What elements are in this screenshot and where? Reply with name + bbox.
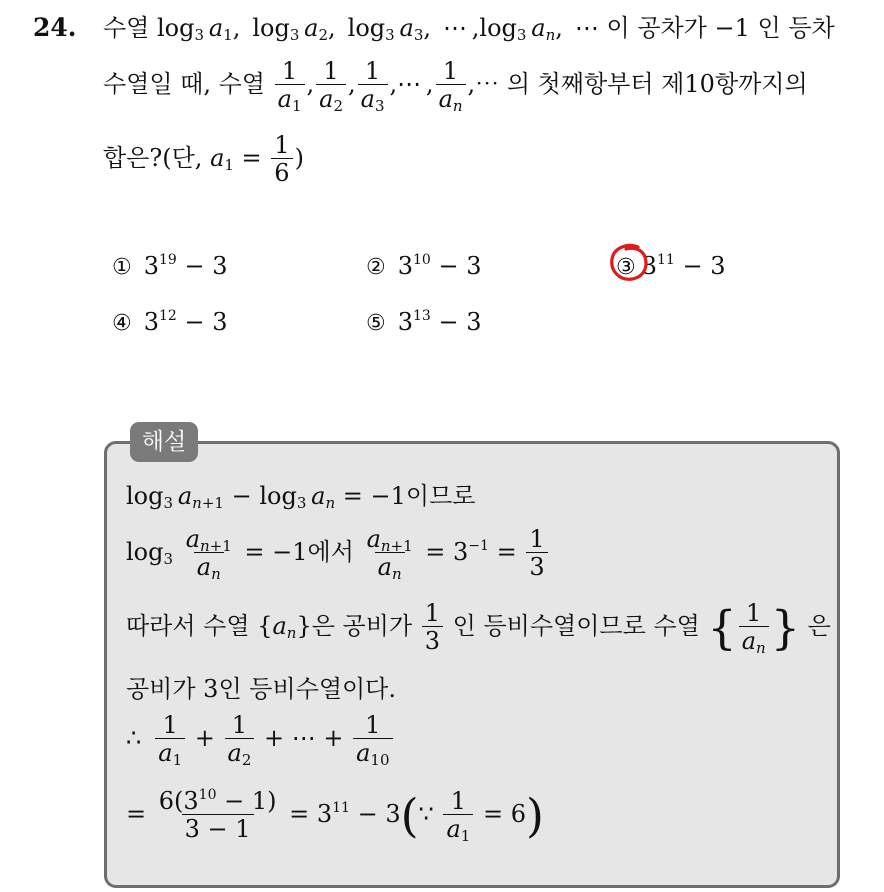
choice-1[interactable]: ① $3^{19} - 3$: [112, 252, 228, 280]
solution-line-6: = $\frac{6(3^{10} - 1)}{3 - 1}$ = $3^{11}$ − 3(∵ $\frac{1}{a_1}$ = 6): [126, 787, 544, 845]
question-number: 24.: [33, 13, 77, 42]
question-line-3: 합은?(단, $a_1$ = $\frac{1}{6}$ ): [103, 131, 304, 187]
choice-mark: ④: [112, 311, 132, 336]
solution-line-5: ∴ $\frac{1}{a_1}$ + $\frac{1}{a_2}$ + ⋯ + $\frac{1}{a_{10}}$: [126, 712, 395, 767]
question-line-2: 수열일 때, 수열 $\frac{1}{a_1}$ , $\frac{1}{a_2}$ , $\frac{1}{a_3}$ ,⋯ , $\frac{1}{a_n}$ ,⋯ 의 첫째항부터 제10항까지의: [103, 57, 808, 115]
common-difference: −1: [714, 14, 750, 42]
solution-line-2: $\log_3$ $\frac{a_{n+1}}{a_n}$ = −1에서 $\frac{a_{n+1}}{a_n}$ = $3^{-1}$ = $\frac{1}{3}$: [126, 526, 550, 581]
question-text: 합은?(단,: [103, 144, 203, 172]
choice-mark: ⑤: [366, 311, 386, 336]
solution-tag: 해설: [130, 422, 198, 462]
choice-3[interactable]: ③ $3^{11} - 3$: [616, 252, 726, 280]
choice-4[interactable]: ④ $3^{12} - 3$: [112, 308, 228, 336]
selected-answer-circle: [608, 243, 650, 283]
a1-numerator: 1: [274, 131, 290, 159]
question-text: ): [294, 144, 304, 172]
choice-mark: ②: [366, 255, 386, 280]
choice-mark: ①: [112, 255, 132, 280]
solution-line-1: $\log_3 a_{n+1} - \log_3 a_n = -1$이므로: [126, 482, 476, 512]
question-text: 이 공차가: [606, 14, 707, 42]
question-text: 수열일 때, 수열: [103, 70, 265, 98]
question-line-1: 수열 $\log_3 a_1$, $\log_3 a_2$, $\log_3 a_3$, ⋯ $,\log_3$ $a_n$, ⋯ 이 공차가 −1 인 등차: [103, 14, 835, 44]
a1-denominator: 6: [271, 158, 292, 187]
solution-line-4: 공비가 3인 등비수열이다.: [126, 675, 396, 703]
solution-line-3: 따라서 수열 $\{a_n\}$은 공비가 $\frac{1}{3}$ 인 등비수열이므로 수열 { $\frac{1}{a_n}$ } 은: [126, 599, 831, 657]
question-text: 의 첫째항부터 제10항까지의: [506, 70, 808, 98]
choice-2[interactable]: ② $3^{10} - 3$: [366, 252, 482, 280]
question-text: 인 등차: [757, 14, 835, 42]
choice-5[interactable]: ⑤ $3^{13} - 3$: [366, 308, 482, 336]
choice-mark: ③: [616, 255, 636, 280]
question-text: 수열: [103, 14, 150, 42]
